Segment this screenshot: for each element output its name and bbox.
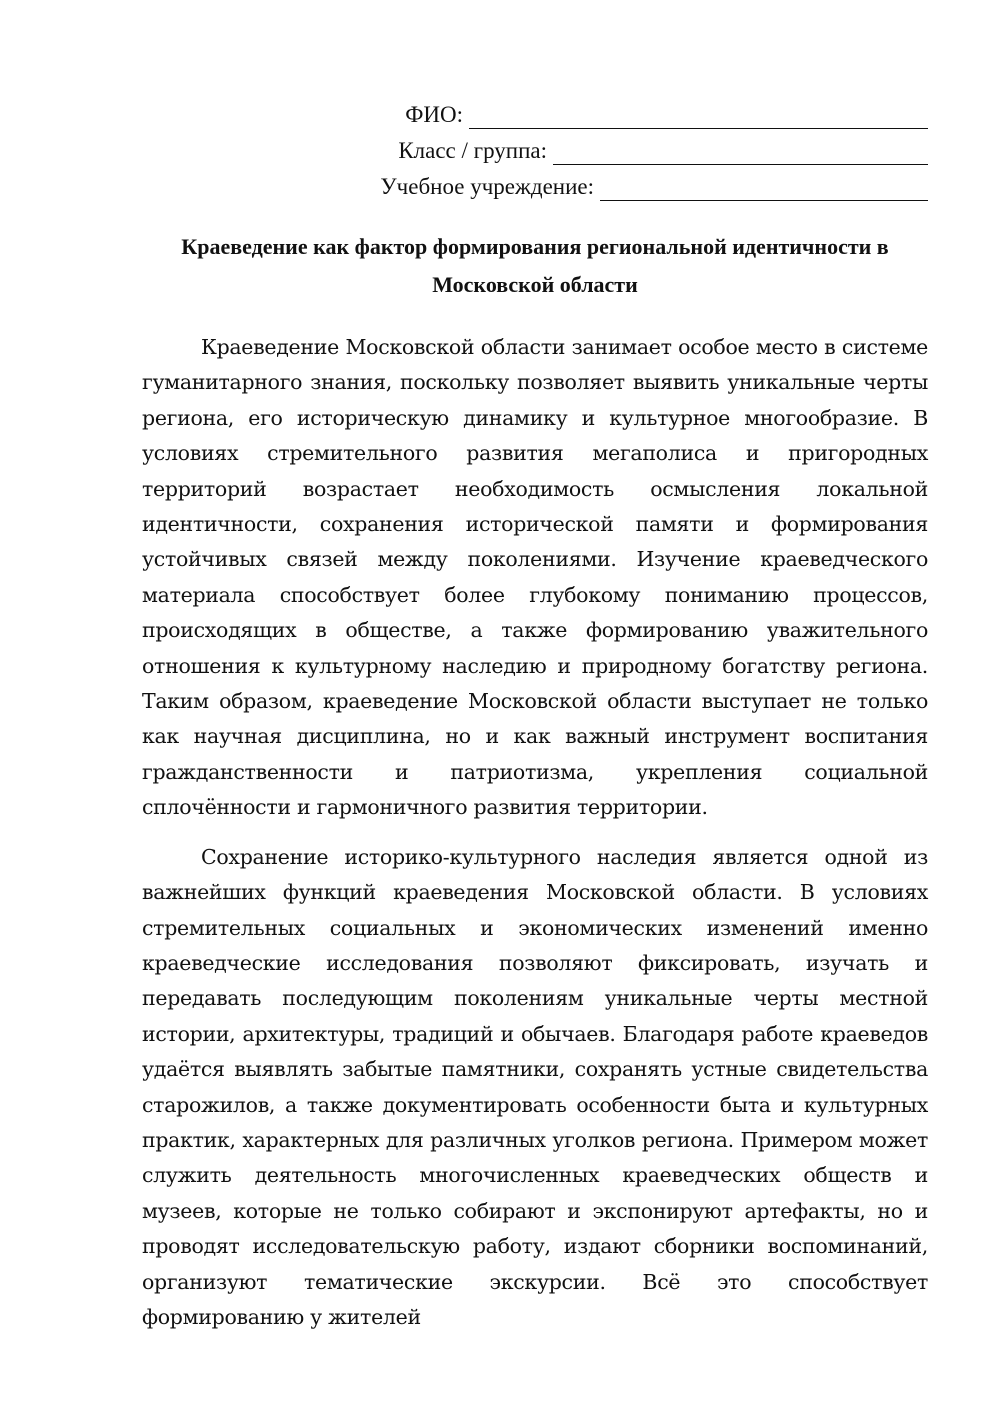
institution-field-row xyxy=(340,165,928,201)
name-field-row xyxy=(340,93,928,129)
document-title xyxy=(142,228,928,304)
class-field-label: Класс / группа: xyxy=(398,138,547,163)
body-paragraph-1: Краеведение Московской области занимает особое место в системе гуманитарного знания, поскольку позволяет выявить уникальные черты региона, его историческую динамику и культурное многообразие. В условиях стремительного развития мегаполиса и пригородных территорий возрастает необходимость осмысления локальной идентичности, сохранения исторической памяти и формирования устойчивых связей между поколениями. Изучение краеведческого материала способствует более глубокому пониманию процессов, происходящих в обществе, а также формированию уважительного отношения к культурному наследию и природному богатству региона. Таким образом, краеведение Московской области выступает не только как научная дисциплина, но и как важный инструмент воспитания гражданственности и патриотизма, укрепления социальной сплочённости и гармоничного развития территории. xyxy=(142,335,928,820)
class-field-row xyxy=(340,129,928,165)
institution-field-label: Учебное учреждение: xyxy=(380,174,594,199)
name-field-line[interactable] xyxy=(469,105,928,129)
name-field-label: ФИО: xyxy=(405,102,463,127)
class-field-line[interactable] xyxy=(553,141,928,165)
body-paragraph-2: Сохранение историко-культурного наследия является одной из важнейших функций краеведения Московской области. В условиях стремительных социальных и экономических изменений именно краеведческие исследования позволяют фиксировать, изучать и передавать последующим поколениям уникальные черты местной истории, архитектуры, традиций и обычаев. Благодаря работе краеведов удаётся выявлять забытые памятники, сохранять устные свидетельства старожилов, а также документировать особенности быта и культурных практик, характерных для различных уголков региона. Примером может служить деятельность многочисленных краеведческих обществ и музеев, которые не только собирают и экспонируют артефакты, но и проводят исследовательскую работу, издают сборники воспоминаний, организуют тематические экскурсии. Всё это способствует формированию у жителей xyxy=(142,844,928,1329)
institution-field-line[interactable] xyxy=(600,177,928,201)
document-body xyxy=(142,330,928,1349)
student-info-block xyxy=(340,93,928,201)
title-line-2: Московской области xyxy=(432,272,638,297)
title-line-1: Краеведение как фактор формирования региональной идентичности в xyxy=(181,234,889,259)
